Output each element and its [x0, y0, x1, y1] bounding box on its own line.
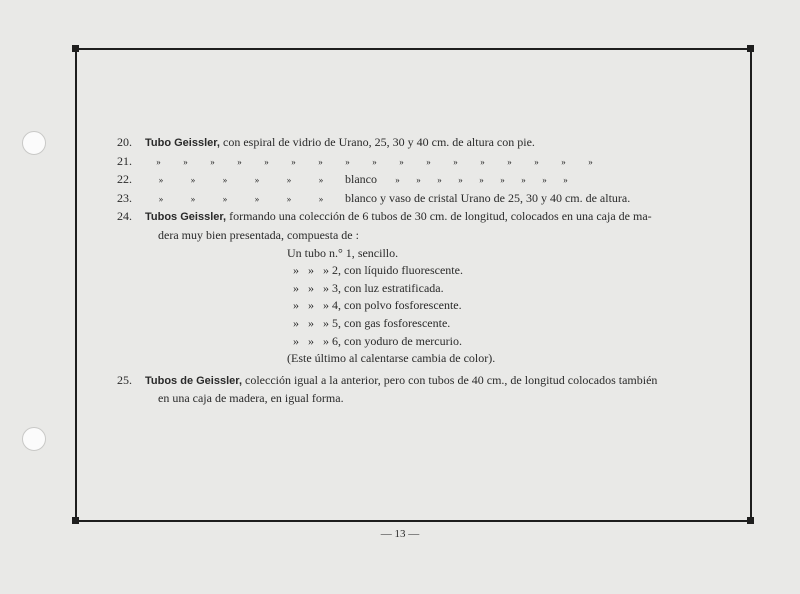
- item-24: [117, 208, 717, 227]
- ditto-mark: »: [156, 156, 161, 167]
- ditto-marks: [387, 172, 576, 186]
- sublist-item: Un tubo n.° 1, sencillo.: [287, 245, 399, 260]
- tube-sublist: [287, 245, 717, 368]
- ditto-mark: »: [453, 156, 458, 167]
- ditto-mark: »: [372, 156, 377, 167]
- item-number: 21.: [117, 153, 132, 168]
- ditto-mark: »: [399, 156, 404, 167]
- ditto-mark: »: [480, 156, 485, 167]
- frame-bottom: [75, 520, 752, 522]
- ditto-marks: [145, 153, 717, 172]
- ditto-mark: »: [318, 156, 323, 167]
- ditto-mark: »: [158, 175, 164, 186]
- page-number: — 13 —: [380, 528, 420, 540]
- item-25-continuation: [117, 390, 717, 408]
- item-text: colección igual a la anterior, pero con tubos de 40 cm., de longitud colocados también: [242, 372, 658, 387]
- ditto-mark: »: [588, 156, 593, 167]
- ditto-mark: »: [318, 193, 324, 204]
- ditto-mark: »: [237, 156, 242, 167]
- item-number: 22.: [117, 172, 132, 187]
- frame-top: [75, 48, 752, 50]
- ditto-mark: »: [222, 193, 228, 204]
- ditto-mark: »: [345, 156, 350, 167]
- ditto-mark: »: [183, 156, 188, 167]
- ditto-mark: »: [395, 175, 400, 186]
- sublist-item: » » » 5, con gas fosforescente.: [293, 315, 451, 330]
- ditto-mark: »: [286, 175, 292, 186]
- item-title: Tubos Geissler,: [145, 211, 227, 224]
- item-text: dera muy bien presentada, compuesta de :: [158, 227, 359, 242]
- item-text: en una caja de madera, en igual forma.: [158, 391, 344, 406]
- ditto-marks: [145, 172, 337, 186]
- ditto-mark: »: [190, 175, 196, 186]
- ditto-mark: »: [426, 156, 431, 167]
- item-20: [117, 134, 717, 153]
- ditto-mark: »: [254, 193, 260, 204]
- frame-corner-bl: [72, 517, 79, 524]
- ditto-mark: »: [158, 193, 164, 204]
- item-21: [117, 153, 717, 172]
- ditto-mark: »: [291, 156, 296, 167]
- item-number: 25.: [117, 372, 132, 387]
- ditto-mark: »: [500, 175, 505, 186]
- ditto-mark: »: [437, 175, 442, 186]
- item-text: formando una colección de 6 tubos de 30 cm. de longitud, colocados en una caja de ma-: [226, 209, 652, 224]
- sublist-item: » » » 2, con líquido fluorescente.: [293, 263, 463, 278]
- ditto-mark: »: [264, 156, 269, 167]
- item-25: [117, 372, 717, 391]
- ditto-mark: »: [561, 156, 566, 167]
- ditto-mark: »: [534, 156, 539, 167]
- item-title: Tubos de Geissler,: [145, 374, 242, 387]
- ditto-mark: »: [507, 156, 512, 167]
- item-number: 23.: [117, 190, 132, 205]
- ditto-mark: »: [286, 193, 292, 204]
- frame-right: [750, 48, 752, 522]
- ditto-mark: »: [222, 175, 228, 186]
- ditto-mark: »: [458, 175, 463, 186]
- item-number: 20.: [117, 135, 132, 149]
- catalog-content: [117, 134, 717, 408]
- sublist-note: (Este último al calentarse cambia de color).: [287, 351, 496, 366]
- item-23: [117, 190, 717, 209]
- frame-corner-tr: [747, 45, 754, 52]
- ditto-mark: »: [318, 175, 324, 186]
- frame-corner-tl: [72, 45, 79, 52]
- ditto-mark: »: [416, 175, 421, 186]
- ditto-marks: [145, 191, 337, 205]
- ditto-mark: »: [563, 175, 568, 186]
- ditto-mark: »: [254, 175, 260, 186]
- ditto-mark: »: [479, 175, 484, 186]
- item-title: Tubo Geissler,: [145, 137, 220, 149]
- punch-hole-top: [22, 131, 46, 155]
- ditto-mark: »: [210, 156, 215, 167]
- item-22: [117, 171, 717, 190]
- punch-hole-bottom: [22, 427, 46, 451]
- item-24-continuation: [117, 227, 717, 245]
- frame-corner-br: [747, 517, 754, 524]
- ditto-mark: »: [542, 175, 547, 186]
- item-number: 24.: [117, 209, 132, 224]
- sublist-item: » » » 6, con yoduro de mercurio.: [293, 333, 462, 348]
- item-text: con espiral de vidrio de Urano, 25, 30 y 40 cm. de altura con pie.: [220, 135, 535, 149]
- ditto-mark: »: [190, 193, 196, 204]
- sublist-item: » » » 3, con luz estratificada.: [293, 280, 444, 295]
- item-text: blanco y vaso de cristal Urano de 25, 30 y 40 cm. de altura.: [345, 190, 631, 205]
- item-text: blanco: [345, 172, 377, 187]
- sublist-item: » » » 4, con polvo fosforescente.: [293, 298, 462, 313]
- frame-left: [75, 48, 77, 522]
- ditto-mark: »: [521, 175, 526, 186]
